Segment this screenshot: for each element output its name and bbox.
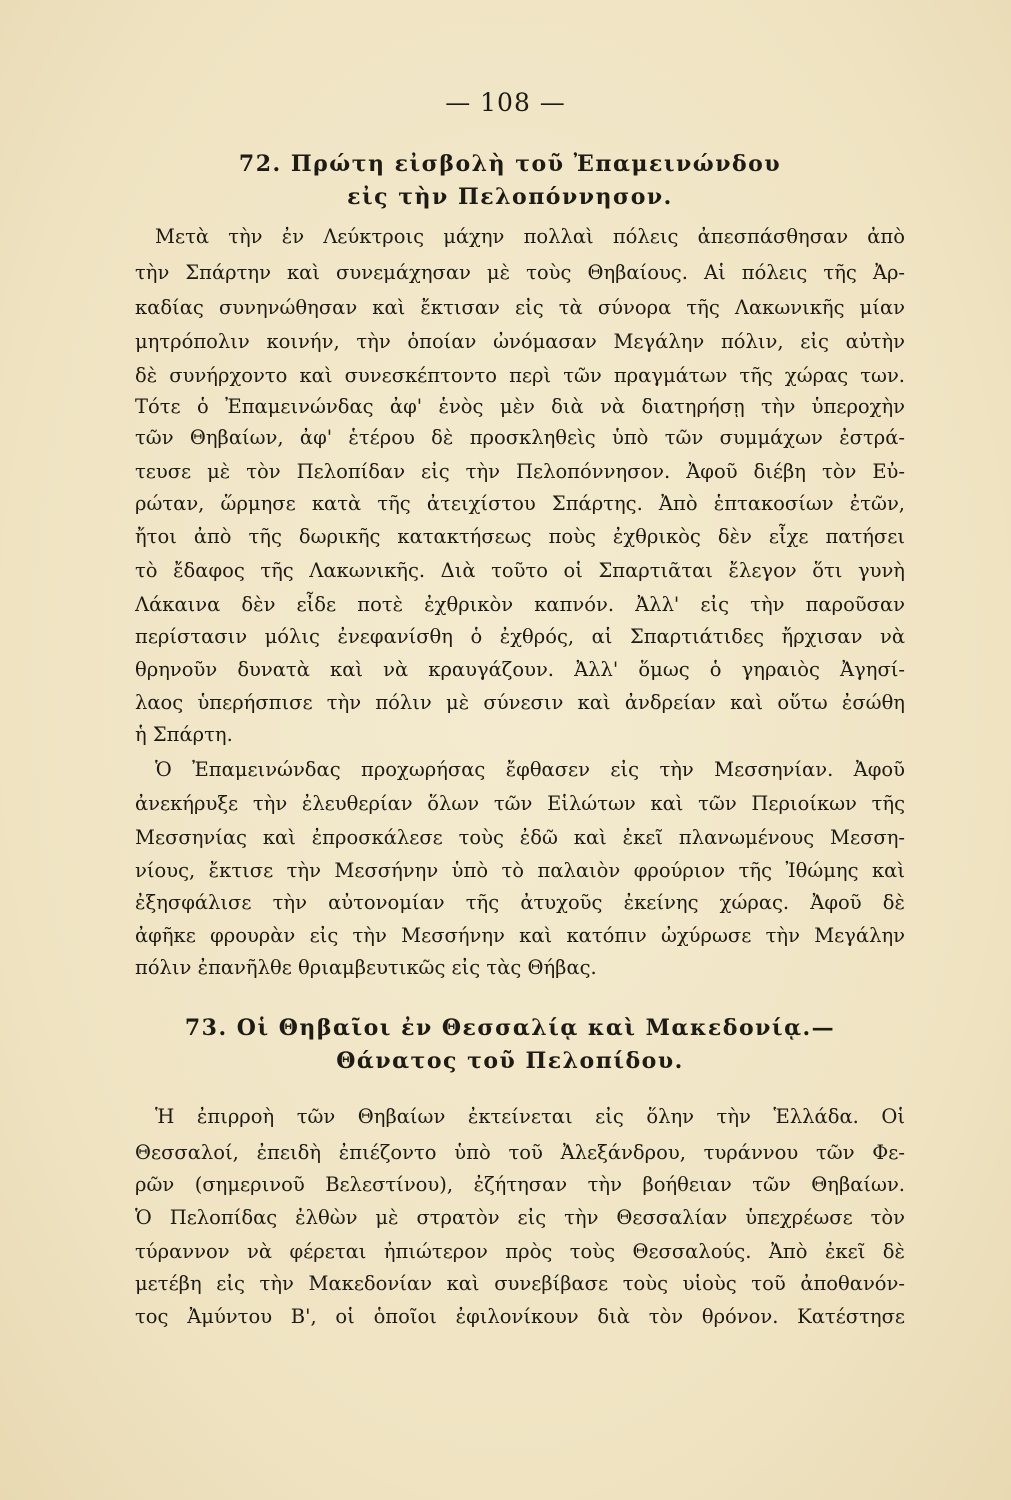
text-line: πόλιν ἐπανῆλθε θριαμβευτικῶς εἰς τὰς Θήβας. [135, 956, 597, 979]
text-line: ἡ Σπάρτη. [135, 723, 233, 746]
text-line: Θεσσαλοί, ἐπειδὴ ἐπιέζοντο ὑπὸ τοῦ Ἀλεξάνδρου, τυράννου τῶν Φε- [135, 1141, 905, 1164]
text-line: τύραννον νὰ φέρεται ἠπιώτερον πρὸς τοὺς Θεσσαλούς. Ἀπὸ ἐκεῖ δὲ [135, 1240, 905, 1263]
text-line: Ὁ Πελοπίδας ἐλθὼν μὲ στρατὸν εἰς τὴν Θεσσαλίαν ὑπεχρέωσε τὸν [135, 1206, 905, 1229]
section-72-heading-line-2: εἰς τὴν Πελοπόννησον. [347, 184, 673, 210]
text-line: μετέβη εἰς τὴν Μακεδονίαν καὶ συνεβίβασε τοὺς υἱοὺς τοῦ ἀποθανόν- [135, 1272, 905, 1295]
section-72-heading [100, 148, 920, 214]
section-73-heading [100, 1012, 920, 1078]
text-line: περίστασιν μόλις ἐνεφανίσθη ὁ ἐχθρός, αἱ Σπαρτιάτιδες ἤρχισαν νὰ [135, 625, 905, 648]
text-line: Μετὰ τὴν ἐν Λεύκτροις μάχην πολλαὶ πόλεις ἀπεσπάσθησαν ἀπὸ [155, 225, 905, 248]
text-line: Λάκαινα δὲν εἶδε ποτὲ ἐχθρικὸν καπνόν. Ἀλλ' εἰς τὴν παροῦσαν [135, 593, 905, 616]
text-line: τὸ ἔδαφος τῆς Λακωνικῆς. Διὰ τοῦτο οἱ Σπαρτιᾶται ἔλεγον ὅτι γυνὴ [135, 559, 905, 582]
section-72-heading-line-1: 72. Πρώτη εἰσβολὴ τοῦ Ἐπαμεινώνδου [238, 151, 782, 177]
page-number: — 108 — [445, 88, 566, 117]
text-line: ἤτοι ἀπὸ τῆς δωρικῆς κατακτήσεως ποὺς ἐχθρικὸς δὲν εἶχε πατήσει [135, 525, 905, 548]
text-line: μητρόπολιν κοινήν, τὴν ὁποίαν ὠνόμασαν Μεγάλην πόλιν, εἰς αὐτὴν [135, 330, 905, 353]
section-73-heading-line-1: 73. Οἱ Θηβαῖοι ἐν Θεσσαλίᾳ καὶ Μακεδονίᾳ.— [184, 1015, 836, 1041]
text-line: τευσε μὲ τὸν Πελοπίδαν εἰς τὴν Πελοπόννησον. Ἀφοῦ διέβη τὸν Εὐ- [135, 460, 905, 483]
text-line: ἐξησφάλισε τὴν αὐτονομίαν τῆς ἀτυχοῦς ἐκείνης χώρας. Ἀφοῦ δὲ [135, 891, 905, 914]
text-line: λαος ὑπερήσπισε τὴν πόλιν μὲ σύνεσιν καὶ ἀνδρείαν καὶ οὕτω ἐσώθη [135, 691, 905, 714]
text-line: ἀφῆκε φρουρὰν εἰς τὴν Μεσσήνην καὶ κατόπιν ὠχύρωσε τὴν Μεγάλην [135, 924, 905, 947]
text-line: τος Ἀμύντου Β', οἱ ὁποῖοι ἐφιλονίκουν διὰ τὸν θρόνον. Κατέστησε [135, 1305, 905, 1328]
text-line: Ἡ ἐπιρροὴ τῶν Θηβαίων ἐκτείνεται εἰς ὅλην τὴν Ἑλλάδα. Οἱ [155, 1105, 905, 1128]
text-line: Ὁ Ἐπαμεινώνδας προχωρήσας ἔφθασεν εἰς τὴν Μεσσηνίαν. Ἀφοῦ [155, 758, 905, 781]
text-line: δὲ συνήρχοντο καὶ συνεσκέπτοντο περὶ τῶν πραγμάτων τῆς χώρας των. [135, 364, 905, 387]
text-line: τῶν Θηβαίων, ἀφ' ἑτέρου δὲ προσκληθεὶς ὑπὸ τῶν συμμάχων ἐστρά- [135, 426, 905, 449]
text-line: ρῶν (σημερινοῦ Βελεστίνου), ἐζήτησαν τὴν βοήθειαν τῶν Θηβαίων. [135, 1173, 905, 1196]
text-line: τὴν Σπάρτην καὶ συνεμάχησαν μὲ τοὺς Θηβαίους. Αἱ πόλεις τῆς Ἀρ- [135, 261, 905, 284]
text-line: Μεσσηνίας καὶ ἐπροσκάλεσε τοὺς ἐδῶ καὶ ἐκεῖ πλανωμένους Μεσση- [135, 826, 905, 849]
text-line: θρηνοῦν δυνατὰ καὶ νὰ κραυγάζουν. Ἀλλ' ὅμως ὁ γηραιὸς Ἀγησί- [135, 658, 905, 681]
text-line: ἀνεκήρυξε τὴν ἐλευθερίαν ὅλων τῶν Εἱλώτων καὶ τῶν Περιοίκων τῆς [135, 792, 905, 815]
section-73-heading-line-2: Θάνατος τοῦ Πελοπίδου. [336, 1048, 684, 1074]
text-line: νίους, ἔκτισε τὴν Μεσσήνην ὑπὸ τὸ παλαιὸν φρούριον τῆς Ἰθώμης καὶ [135, 859, 905, 882]
text-line: καδίας συνηνώθησαν καὶ ἔκτισαν εἰς τὰ σύνορα τῆς Λακωνικῆς μίαν [135, 296, 905, 319]
text-line: Τότε ὁ Ἐπαμεινώνδας ἀφ' ἑνὸς μὲν διὰ νὰ διατηρήσῃ τὴν ὑπεροχὴν [135, 395, 905, 418]
text-line: ρώταν, ὥρμησε κατὰ τῆς ἀτειχίστου Σπάρτης. Ἀπὸ ἑπτακοσίων ἐτῶν, [135, 492, 905, 515]
